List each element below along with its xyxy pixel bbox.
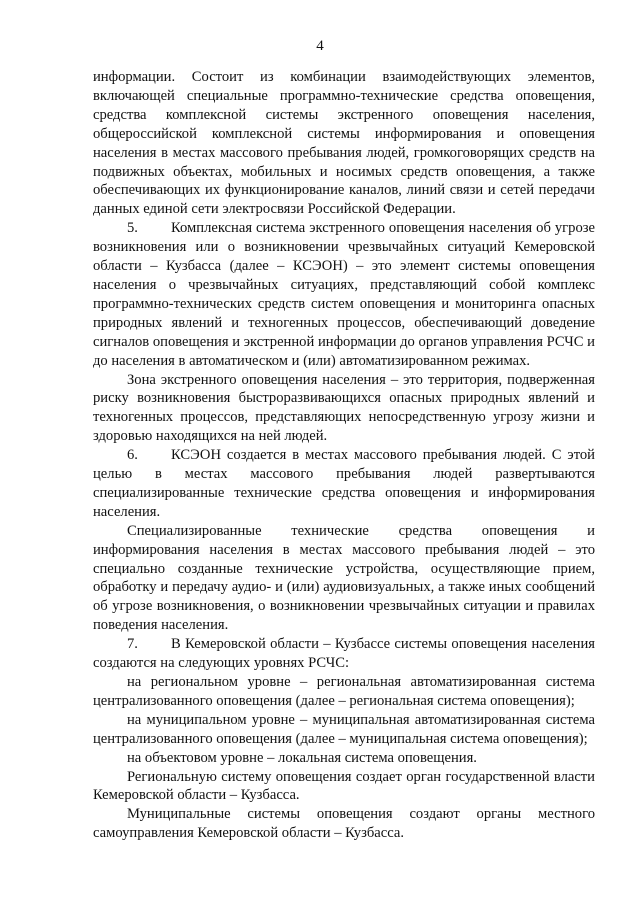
paragraph-zone-definition: Зона экстренного оповещения населения – это территория, подверженная риску возникновения быстроразвивающихся опасных природных явлений и техногенных процессов, представляющих непосредственную угрозу жизни и здоровью находящихся на ней людей. bbox=[93, 371, 595, 445]
paragraph-text: Комплексная система экстренного оповещения населения об угрозе возникновения или о возникновении чрезвычайных ситуаций Кемеровской области – Кузбасса (далее – КСЭОН) – это элемент системы оповещения населения о чрезвычайных ситуациях, представляющий собой комплекс программно-технических средств систем оповещения и мониторинга опасных природных явлений и техногенных процессов, обеспечивающий доведение сигналов оповещения и экстренной информации до органов управления РСЧС и до населения в автоматическом и (или) автоматизированном режимах. bbox=[93, 220, 595, 369]
paragraph-item-5 bbox=[93, 219, 595, 370]
item-number: 6. bbox=[127, 447, 138, 464]
page-number: 4 bbox=[316, 38, 324, 54]
paragraph-regional-level: на региональном уровне – региональная автоматизированная система централизованного оповещения (далее – региональная система оповещения); bbox=[93, 674, 595, 709]
paragraph-text: КСЭОН создается в местах массового пребывания людей. С этой целью в местах массового пребывания людей развертываются специализированные технические средства оповещения и информирования населения. bbox=[93, 447, 595, 520]
paragraph-object-level: на объектовом уровне – локальная система оповещения. bbox=[127, 749, 477, 766]
paragraph-municipal-creator: Муниципальные системы оповещения создают органы местного самоуправления Кемеровской области – Кузбасса. bbox=[93, 806, 595, 842]
document-body bbox=[93, 68, 595, 843]
item-number: 5. bbox=[127, 220, 138, 237]
item-number: 7. bbox=[127, 636, 138, 653]
paragraph-regional-creator: Региональную систему оповещения создает орган государственной власти Кемеровской области – Кузбасса. bbox=[93, 768, 595, 804]
paragraph-text: В Кемеровской области – Кузбассе системы оповещения населения создаются на следующих уровнях РСЧС: bbox=[93, 636, 595, 672]
paragraph-item-6 bbox=[93, 446, 595, 522]
paragraph-continuation: информации. Состоит из комбинации взаимодействующих элементов, включающей специальные программно-технические средства оповещения, средства комплексной системы экстренного оповещения населения, общероссийской комплексной системы информирования и оповещения населения в местах массового пребывания людей, громкоговорящих средств на подвижных объектах, мобильных и носимых средств оповещения, а также обеспечивающих их функционирование каналов, линий связи и сетей передачи данных единой сети электросвязи Российской Федерации. bbox=[93, 69, 595, 218]
paragraph-item-7 bbox=[93, 635, 595, 673]
paragraph-technical-means: Специализированные технические средства оповещения и информирования населения в местах массового пребывания людей – это специально созданные технические устройства, осуществляющие прием, обработку и передачу аудио- и (или) аудиовизуальных, а также иных сообщений об угрозе возникновения, о возникновении чрезвычайных ситуации и правилах поведения населения. bbox=[93, 522, 595, 634]
paragraph-municipal-level: на муниципальном уровне – муниципальная автоматизированная система централизованного оповещения (далее – муниципальная система оповещения); bbox=[93, 711, 595, 747]
